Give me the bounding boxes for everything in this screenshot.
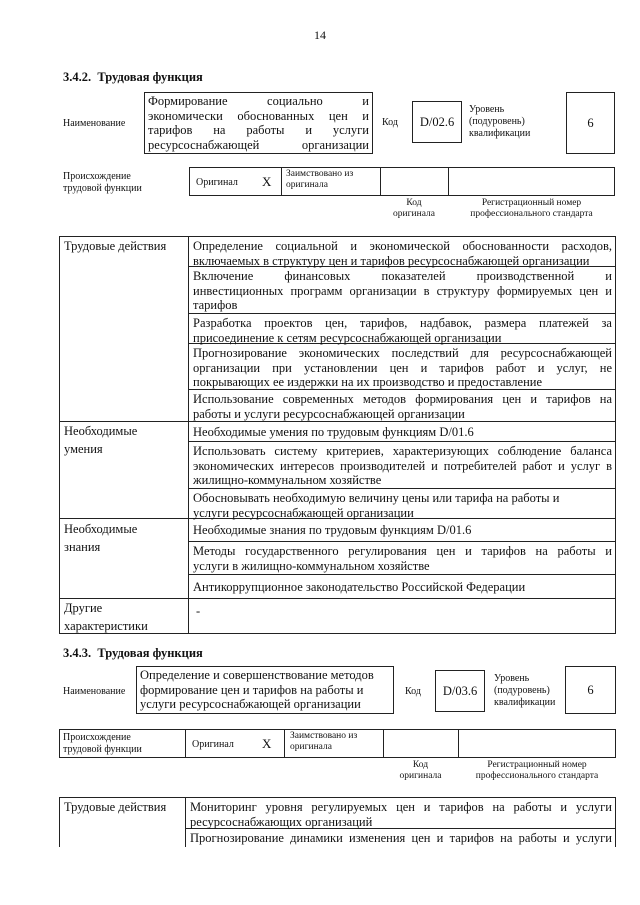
text-line: Прогнозирование экономических последствий для ресурсоснабжающей xyxy=(193,346,612,360)
function-name-box xyxy=(144,92,373,154)
actions-label: Трудовые действия xyxy=(64,800,167,814)
knowledge-label-line: Необходимые xyxy=(64,522,138,536)
text-line: работы и услуги ресурсоснабжающей организации xyxy=(193,406,465,421)
borrowed-line: Заимствовано из xyxy=(290,731,358,741)
code-label: Код xyxy=(382,117,398,128)
level-label-line: (подуровень) xyxy=(469,116,525,127)
function-name-line: услуги ресурсоснабжающей организации xyxy=(140,697,361,711)
caption-line: Код xyxy=(412,760,429,770)
caption-line: Регистрационный номер xyxy=(481,198,582,208)
origin-label-line: трудовой функции xyxy=(63,744,142,755)
level-label-line: Уровень xyxy=(494,673,530,684)
text-line: Мониторинг уровня регулируемых цен и тарифов на работы и услуги xyxy=(190,800,612,814)
text-line: Использовать систему критериев, характеризующих соблюдение баланса xyxy=(193,444,612,458)
section-heading-342 xyxy=(63,70,203,85)
actions-label: Трудовые действия xyxy=(64,239,167,253)
original-x-mark: X xyxy=(262,174,272,189)
borrowed-line: оригинала xyxy=(286,180,328,190)
action-item xyxy=(193,316,612,345)
text-line: Обосновывать необходимую величину цены или тарифа на работы и xyxy=(193,491,560,505)
original-label: Оригинал xyxy=(196,177,238,188)
action-item xyxy=(190,800,612,829)
function-code: D/03.6 xyxy=(435,670,485,712)
reg-number-caption xyxy=(458,760,616,782)
caption-line: Регистрационный номер xyxy=(487,760,587,770)
text-line: Использование современных методов формирования цен и тарифов на xyxy=(193,392,612,406)
origin-label-line: Происхождение xyxy=(63,171,131,182)
other-label-line: Другие xyxy=(64,601,103,615)
level-label-line: квалификации xyxy=(469,128,531,139)
origin-label-line: трудовой функции xyxy=(63,183,142,194)
knowledge-label-line: знания xyxy=(64,539,101,554)
section-heading-343 xyxy=(63,646,203,661)
qualification-level: 6 xyxy=(566,92,615,154)
text-line: Необходимые знания по трудовым функциям D/01.6 xyxy=(193,523,472,537)
knowledge-item xyxy=(193,544,612,573)
function-name-line: экономически обоснованных цен и xyxy=(148,108,369,123)
name-label: Наименование xyxy=(63,118,126,129)
text-line: Антикоррупционное законодательство Российской Федерации xyxy=(193,580,526,594)
text-line: включаемых в структуру цен и тарифов ресурсоснабжающей организации xyxy=(193,253,590,268)
text-line: Определение социальной и экономической обоснованности расходов, xyxy=(193,239,612,253)
borrowed-line: Заимствовано из xyxy=(286,169,354,179)
code-original-caption xyxy=(383,760,458,782)
action-item xyxy=(193,239,612,268)
origin-label xyxy=(63,732,142,756)
borrowed-line: оригинала xyxy=(290,742,332,752)
function-name-line: Определение и совершенствование методов xyxy=(140,668,374,682)
text-line: Разработка проектов цен, тарифов, надбавок, размера платежей за xyxy=(193,316,612,330)
code-original-caption xyxy=(380,198,448,220)
function-name-line: ресурсоснабжающей организации xyxy=(148,137,369,152)
qualification-level: 6 xyxy=(565,666,616,714)
level-label-line: Уровень xyxy=(469,104,505,115)
borrowed-label xyxy=(286,169,353,191)
action-item xyxy=(193,346,612,390)
text-line: тарифов xyxy=(193,298,238,312)
skills-label-line: умения xyxy=(64,441,103,456)
text-line: Методы государственного регулирования цен и тарифов на работы и xyxy=(193,544,612,558)
skill-item xyxy=(193,425,612,440)
text-line: экономических интересов производителей и потребителей работ и услуг в xyxy=(193,458,612,473)
code-label: Код xyxy=(405,686,421,697)
origin-label-line: Происхождение xyxy=(63,732,131,743)
original-x-mark: X xyxy=(262,736,272,751)
reg-number-caption xyxy=(448,198,615,220)
text-line: покрывающих ее издержки на их производство и предоставление xyxy=(193,375,543,389)
function-code: D/02.6 xyxy=(412,101,462,143)
caption-line: оригинала xyxy=(399,771,442,781)
level-label-line: квалификации xyxy=(494,697,556,708)
function-name-line: формирование цен и тарифов на работы и xyxy=(140,682,364,697)
origin-table xyxy=(189,167,615,196)
other-value: - xyxy=(196,604,201,618)
action-item xyxy=(193,392,612,421)
text-line: присоединение к сетям ресурсоснабжающей организации xyxy=(193,330,502,345)
skills-label xyxy=(64,424,137,456)
level-label xyxy=(494,673,555,709)
function-name-line: Формирование социально и xyxy=(148,94,369,108)
caption-line: Код xyxy=(406,198,422,208)
function-name-line: тарифов на работы и услуги xyxy=(148,123,369,137)
function-name-box xyxy=(136,666,394,714)
other-label-line: характеристики xyxy=(64,618,148,633)
caption-line: профессионального стандарта xyxy=(470,209,593,219)
text-line: ресурсоснабжающих организаций xyxy=(190,814,373,829)
text-line: Необходимые умения по трудовым функциям D/01.6 xyxy=(193,425,474,439)
action-item xyxy=(193,269,612,313)
text-line: инвестиционных программ организации в структуру формируемых цен и xyxy=(193,283,612,298)
borrowed-label xyxy=(290,731,357,753)
name-label: Наименование xyxy=(63,686,126,697)
knowledge-item xyxy=(193,580,612,595)
knowledge-item xyxy=(193,523,612,538)
section-title: Трудовая функция xyxy=(97,70,203,84)
caption-line: профессионального стандарта xyxy=(475,771,599,781)
knowledge-label xyxy=(64,522,137,554)
text-line: услуги в жилищно-коммунальном хозяйстве xyxy=(193,558,430,573)
text-line: услуги ресурсоснабжающей организации xyxy=(193,505,414,520)
level-label-line: (подуровень) xyxy=(494,685,550,696)
page-number: 14 xyxy=(314,28,326,42)
text-line: Включение финансовых показателей производственной и xyxy=(193,269,612,283)
text-line: Прогнозирование динамики изменения цен и тарифов на работы и услуги xyxy=(190,831,612,845)
action-item xyxy=(190,831,612,846)
text-line: организации при установлении цен и тарифов работ и услуг, не xyxy=(193,360,612,375)
skills-label-line: Необходимые xyxy=(64,424,138,438)
skill-item xyxy=(193,444,612,488)
caption-line: оригинала xyxy=(393,209,435,219)
original-label: Оригинал xyxy=(192,739,234,750)
origin-label xyxy=(63,171,142,195)
text-line: жилищно-коммунальном хозяйстве xyxy=(193,473,382,487)
skill-item xyxy=(193,491,612,520)
other-label xyxy=(64,601,148,633)
section-number: 3.4.2. xyxy=(63,70,92,84)
level-label xyxy=(469,104,530,140)
section-title: Трудовая функция xyxy=(97,646,203,660)
section-number: 3.4.3. xyxy=(63,646,92,660)
